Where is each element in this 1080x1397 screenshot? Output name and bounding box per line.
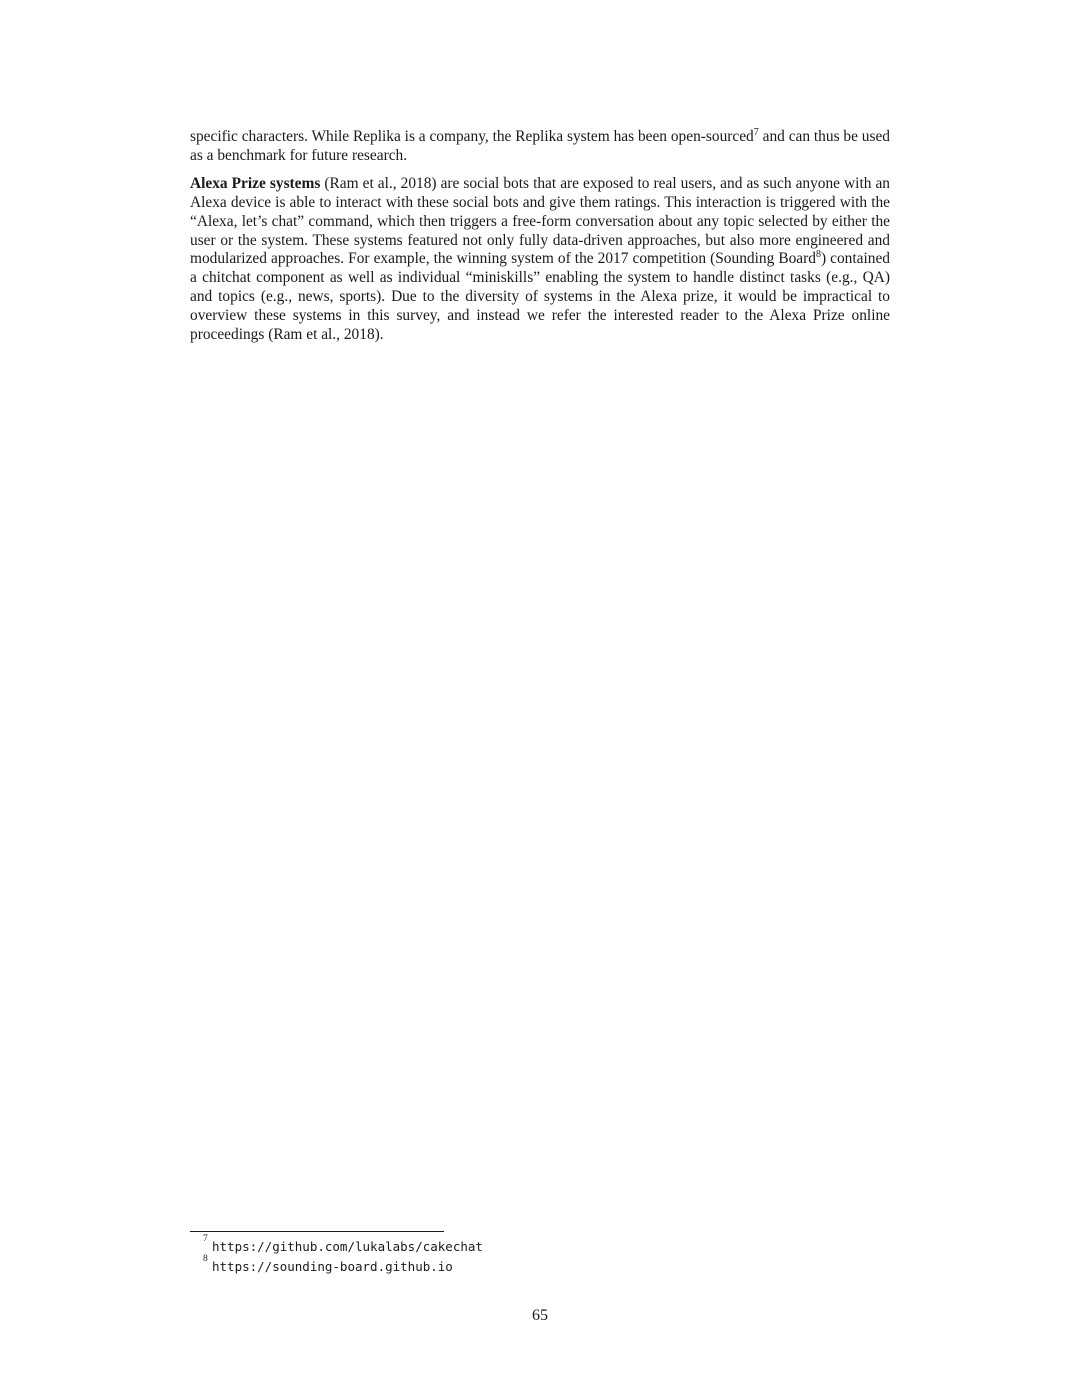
- footnote-mark: 7: [203, 1234, 208, 1244]
- footnote-7: [203, 1234, 483, 1257]
- paragraph-alexa-prize: [190, 175, 890, 345]
- footnote-divider: [190, 1231, 444, 1232]
- paragraph-text: and can thus be used as a benchmark for future research.: [190, 128, 890, 164]
- footnote-8: [203, 1254, 483, 1277]
- footnote-ref-8[interactable]: 8: [815, 249, 821, 261]
- paragraph-heading: Alexa Prize systems: [190, 174, 321, 192]
- page-number: 65: [532, 1307, 548, 1324]
- body-text: [190, 128, 890, 354]
- footnote-mark: 8: [203, 1254, 208, 1264]
- paragraph-text: specific characters. While Replika is a company, the Replika system has been open-sourced: [190, 128, 754, 145]
- footnote-ref-7[interactable]: 7: [753, 126, 759, 138]
- footnotes: [203, 1234, 483, 1277]
- paragraph-text: ) contained a chitchat component as well as individual “miniskills” enabling the system to handle distinct tasks (e.g., QA) and topics (e.g., news, sports). Due to the diversity of systems in the Alexa prize, it would be impractical to overview these systems in this survey, and instead we refer the interested reader to the Alexa Prize online proceedings (Ram et al., 2018).: [190, 250, 890, 344]
- footnote-link[interactable]: https://github.com/lukalabs/cakechat: [212, 1239, 483, 1254]
- paragraph-text: (Ram et al., 2018) are social bots that are exposed to real users, and as such anyone with an Alexa device is able to interact with these social bots and give them ratings. This interaction is triggered with the “Alexa, let’s chat” command, which then triggers a free-form conversation about any topic selected by either the user or the system. These systems featured not only fully data-driven approaches, but also more engineered and modularized approaches. For example, the winning system of the 2017 competition (Sounding Board: [190, 174, 890, 268]
- paragraph-replika: [190, 128, 890, 166]
- footnote-link[interactable]: https://sounding-board.github.io: [212, 1259, 453, 1274]
